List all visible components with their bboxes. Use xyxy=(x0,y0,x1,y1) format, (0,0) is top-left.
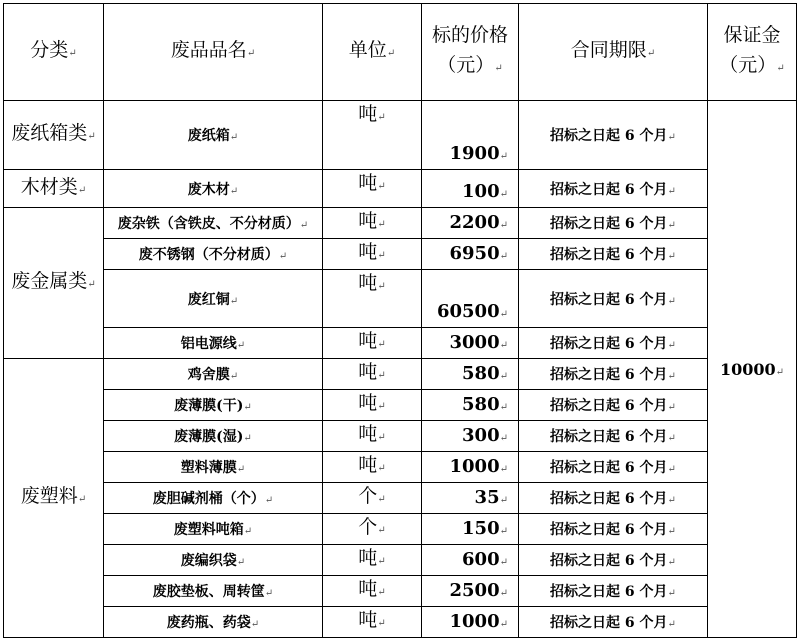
item-name-cell: 鸡舍膜↵ xyxy=(104,359,323,390)
unit-cell: 个↵ xyxy=(323,483,422,514)
unit-cell: 吨↵ xyxy=(323,607,422,638)
table-row xyxy=(4,514,797,545)
table-row xyxy=(4,208,797,239)
item-name-cell: 废木材↵ xyxy=(104,170,323,208)
category-cell: 废金属类↵ xyxy=(4,208,104,359)
term-cell: 招标之日起 6 个月↵ xyxy=(519,359,708,390)
price-cell: 100↵ xyxy=(422,170,519,208)
unit-cell: 吨↵ xyxy=(323,452,422,483)
header-row xyxy=(4,4,797,101)
item-name-cell: 废编织袋↵ xyxy=(104,545,323,576)
table-row xyxy=(4,421,797,452)
term-cell: 招标之日起 6 个月↵ xyxy=(519,576,708,607)
unit-cell: 吨↵ xyxy=(323,170,422,208)
unit-cell: 吨↵ xyxy=(323,208,422,239)
term-cell: 招标之日起 6 个月↵ xyxy=(519,328,708,359)
header-term: 合同期限↵ xyxy=(519,4,708,101)
table-row xyxy=(4,576,797,607)
term-cell: 招标之日起 6 个月↵ xyxy=(519,239,708,270)
price-cell: 60500↵ xyxy=(422,270,519,328)
term-cell: 招标之日起 6 个月↵ xyxy=(519,170,708,208)
unit-cell: 吨↵ xyxy=(323,239,422,270)
unit-cell: 吨↵ xyxy=(323,270,422,328)
item-name-cell: 塑料薄膜↵ xyxy=(104,452,323,483)
term-cell: 招标之日起 6 个月↵ xyxy=(519,421,708,452)
unit-cell: 吨↵ xyxy=(323,101,422,170)
unit-cell: 吨↵ xyxy=(323,545,422,576)
item-name-cell: 废纸箱↵ xyxy=(104,101,323,170)
price-cell: 600↵ xyxy=(422,545,519,576)
price-cell: 580↵ xyxy=(422,359,519,390)
unit-cell: 吨↵ xyxy=(323,576,422,607)
term-cell: 招标之日起 6 个月↵ xyxy=(519,390,708,421)
item-name-cell: 废胶垫板、周转筐↵ xyxy=(104,576,323,607)
price-cell: 580↵ xyxy=(422,390,519,421)
term-cell: 招标之日起 6 个月↵ xyxy=(519,208,708,239)
header-item-name: 废品品名↵ xyxy=(104,4,323,101)
header-category: 分类↵ xyxy=(4,4,104,101)
term-cell: 招标之日起 6 个月↵ xyxy=(519,101,708,170)
price-cell: 150↵ xyxy=(422,514,519,545)
item-name-cell: 铝电源线↵ xyxy=(104,328,323,359)
unit-cell: 吨↵ xyxy=(323,390,422,421)
unit-cell: 吨↵ xyxy=(323,421,422,452)
item-name-cell: 废药瓶、药袋↵ xyxy=(104,607,323,638)
price-cell: 6950↵ xyxy=(422,239,519,270)
item-name-cell: 废不锈钢（不分材质）↵ xyxy=(104,239,323,270)
header-deposit: 保证金（元）↵ xyxy=(708,4,797,101)
price-cell: 2200↵ xyxy=(422,208,519,239)
term-cell: 招标之日起 6 个月↵ xyxy=(519,545,708,576)
item-name-cell: 废胆碱剂桶（个）↵ xyxy=(104,483,323,514)
table-row xyxy=(4,170,797,208)
header-unit: 单位↵ xyxy=(323,4,422,101)
term-cell: 招标之日起 6 个月↵ xyxy=(519,607,708,638)
price-cell: 3000↵ xyxy=(422,328,519,359)
unit-cell: 吨↵ xyxy=(323,328,422,359)
item-name-cell: 废塑料吨箱↵ xyxy=(104,514,323,545)
header-price: 标的价格（元）↵ xyxy=(422,4,519,101)
table-row xyxy=(4,607,797,638)
item-name-cell: 废薄膜(湿)↵ xyxy=(104,421,323,452)
term-cell: 招标之日起 6 个月↵ xyxy=(519,514,708,545)
deposit-cell: 10000↵ xyxy=(708,101,797,638)
item-name-cell: 废薄膜(干)↵ xyxy=(104,390,323,421)
price-cell: 2500↵ xyxy=(422,576,519,607)
price-cell: 1000↵ xyxy=(422,452,519,483)
price-cell: 1900↵ xyxy=(422,101,519,170)
item-name-cell: 废杂铁（含铁皮、不分材质）↵ xyxy=(104,208,323,239)
category-cell: 废塑料↵ xyxy=(4,359,104,638)
table-row xyxy=(4,359,797,390)
price-cell: 300↵ xyxy=(422,421,519,452)
term-cell: 招标之日起 6 个月↵ xyxy=(519,483,708,514)
table-row xyxy=(4,390,797,421)
table-row xyxy=(4,270,797,328)
item-name-cell: 废红铜↵ xyxy=(104,270,323,328)
table-row xyxy=(4,101,797,170)
category-cell: 废纸箱类↵ xyxy=(4,101,104,170)
category-cell: 木材类↵ xyxy=(4,170,104,208)
price-cell: 1000↵ xyxy=(422,607,519,638)
table-row xyxy=(4,483,797,514)
term-cell: 招标之日起 6 个月↵ xyxy=(519,452,708,483)
table-row xyxy=(4,452,797,483)
table-row xyxy=(4,239,797,270)
term-cell: 招标之日起 6 个月↵ xyxy=(519,270,708,328)
table-row xyxy=(4,545,797,576)
unit-cell: 个↵ xyxy=(323,514,422,545)
unit-cell: 吨↵ xyxy=(323,359,422,390)
table-row xyxy=(4,328,797,359)
price-cell: 35↵ xyxy=(422,483,519,514)
bid-table xyxy=(3,3,797,638)
